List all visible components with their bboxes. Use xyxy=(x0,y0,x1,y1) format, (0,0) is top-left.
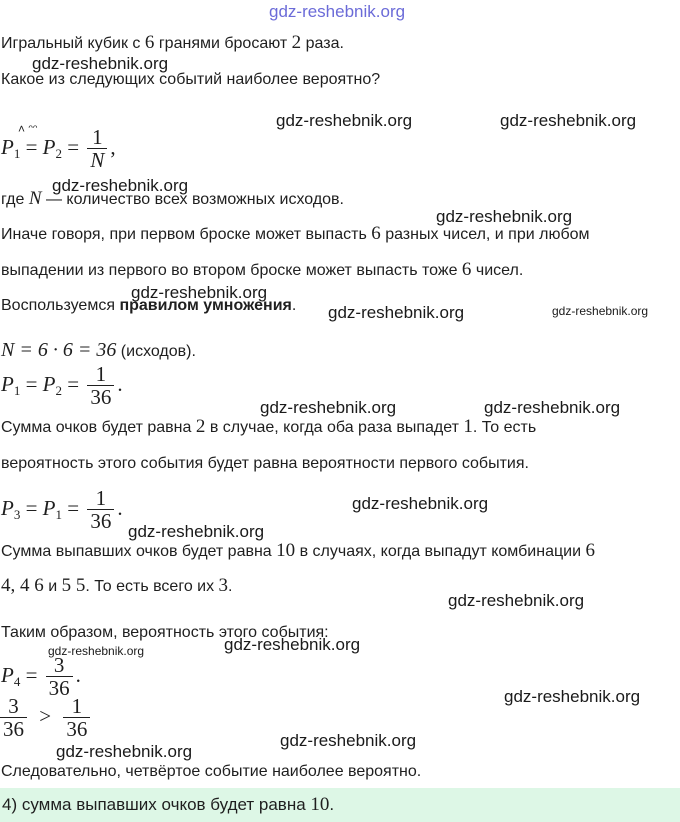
watermark: gdz-reshebnik.org xyxy=(48,644,145,658)
watermark: gdz-reshebnik.org xyxy=(32,54,169,73)
equation-p4: $P_4$ = $\frac{3}{36}$ . xyxy=(1,653,81,700)
equation-p1-p2-n: $P_1 = P_2$ = $\frac{1}{N}$ , xyxy=(1,125,116,172)
sum-two-line: Сумма очков будет равна 2 в случае, когда оба раза выпадет 1. То есть xyxy=(1,416,537,437)
second-throw-line: выпадении из первого во втором броске может выпасть тоже 6 чисел. xyxy=(1,259,524,280)
multiplication-rule-line: Воспользуемся правилом умножения. xyxy=(1,297,297,314)
watermark: gdz-reshebnik.org xyxy=(128,522,265,541)
watermark: gdz-reshebnik.org xyxy=(224,635,361,654)
watermark: gdz-reshebnik.org xyxy=(131,283,268,302)
watermark: gdz-reshebnik.org xyxy=(52,176,189,195)
watermark: gdz-reshebnik.org xyxy=(328,303,465,322)
answer-banner xyxy=(0,788,680,822)
comparison: $\frac{3}{36}$ > $\frac{1}{36}$ xyxy=(0,696,93,740)
where-line: где N — количество всех возможных исходов. xyxy=(1,188,344,209)
thus-line: Таким образом, вероятность этого события: xyxy=(1,624,329,641)
watermark: gdz-reshebnik.org xyxy=(436,207,573,226)
clipped-glyph: ˄ ᵔᵔ xyxy=(18,122,38,136)
watermark: gdz-reshebnik.org xyxy=(260,398,397,417)
problem-line-2: Какое из следующих событий наиболее вероятно? xyxy=(1,71,381,88)
watermark: gdz-reshebnik.org xyxy=(280,731,417,750)
total-outcomes-line: N = 6 · 6 = 36 (исходов). xyxy=(1,339,196,361)
sum-two-line-2: вероятность этого события будет равна вероятности первого события. xyxy=(1,455,529,472)
watermark: gdz-reshebnik.org xyxy=(500,111,637,130)
sum-ten-line: Сумма выпавших очков будет равна 10 в случаях, когда выпадут комбинации 6 xyxy=(1,540,595,561)
watermark: gdz-reshebnik.org xyxy=(448,591,585,610)
problem-line-1: Игральный кубик с 6 гранями бросают 2 раза. xyxy=(1,32,344,53)
watermark: gdz-reshebnik.org xyxy=(276,111,413,130)
watermark: gdz-reshebnik.org xyxy=(504,687,641,706)
answer-text: 4) сумма выпавших очков будет равна 10. xyxy=(2,794,335,815)
watermark: gdz-reshebnik.org xyxy=(352,494,489,513)
conclusion-line: Следовательно, четвёртое событие наиболее вероятно. xyxy=(1,763,422,780)
otherwise-line: Иначе говоря, при первом броске может выпасть 6 разных чисел, и при любом xyxy=(1,223,590,244)
watermark: gdz-reshebnik.org xyxy=(56,742,193,761)
equation-p1-p2-value: $P_1 = P_2$ = $\frac{1}{36}$ . xyxy=(1,362,123,409)
watermark-top: gdz-reshebnik.org xyxy=(269,2,406,21)
combinations-line: 4, 4 6 и 5 5. То есть всего их 3. xyxy=(1,575,233,596)
equation-p3: $P_3 = P_1$ = $\frac{1}{36}$ . xyxy=(1,486,123,533)
watermark: gdz-reshebnik.org xyxy=(552,304,649,318)
watermark: gdz-reshebnik.org xyxy=(484,398,621,417)
